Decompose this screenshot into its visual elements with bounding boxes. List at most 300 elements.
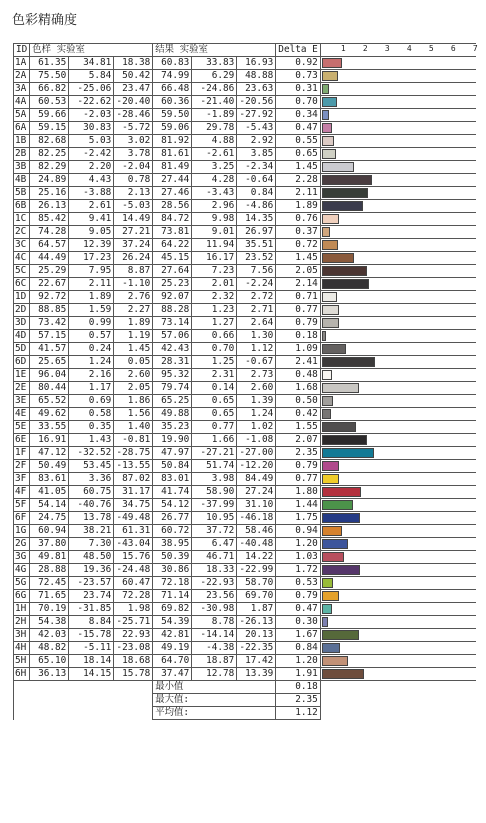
sample-lab-value: 49.81 [30,551,69,564]
patch-id: 6F [14,512,30,525]
summary-row [14,694,477,707]
result-lab-value: 31.10 [237,499,276,512]
sample-lab-value: 9.05 [69,226,114,239]
result-lab-value: 38.95 [153,538,192,551]
delta-e-bar-cell [320,512,476,525]
sample-lab-value: -49.48 [114,512,153,525]
result-lab-value: 84.49 [237,473,276,486]
delta-e-value: 0.84 [276,642,321,655]
delta-e-bar-cell [320,122,476,135]
result-lab-value: -2.24 [237,278,276,291]
delta-e-bar-cell [320,447,476,460]
delta-e-bar-cell [320,70,476,83]
sample-lab-value: 57.15 [30,330,69,343]
delta-e-bar [322,526,343,536]
sample-lab-value: 1.43 [69,434,114,447]
patch-id: 4C [14,252,30,265]
result-lab-value: 2.96 [192,200,237,213]
table-row [14,603,477,616]
result-lab-value: 23.52 [237,252,276,265]
delta-e-value: 0.47 [276,603,321,616]
delta-e-value: 0.34 [276,109,321,122]
delta-e-bar-cell [320,278,476,291]
delta-e-bar [322,318,339,328]
sample-lab-value: 14.15 [69,668,114,681]
table-row [14,460,477,473]
sample-lab-value: 82.29 [30,161,69,174]
delta-e-bar-cell [320,538,476,551]
delta-e-value: 1.68 [276,382,321,395]
result-lab-value: 23.56 [192,590,237,603]
patch-id: 6E [14,434,30,447]
sample-lab-value: 2.13 [114,187,153,200]
sample-lab-value: 0.35 [69,421,114,434]
table-row [14,512,477,525]
delta-e-value: 0.31 [276,83,321,96]
table-row [14,434,477,447]
result-lab-value: -1.08 [237,434,276,447]
delta-e-bar [322,201,364,211]
table-row [14,538,477,551]
sample-lab-value: 34.81 [69,57,114,70]
delta-e-bar-cell [320,395,476,408]
patch-id: 3F [14,473,30,486]
result-lab-value: 25.23 [153,278,192,291]
result-lab-value: 16.93 [237,57,276,70]
result-lab-value: 28.31 [153,356,192,369]
delta-e-bar-cell [320,356,476,369]
result-lab-value: 7.56 [237,265,276,278]
delta-e-value: 0.73 [276,70,321,83]
result-lab-value: 71.14 [153,590,192,603]
delta-e-bar [322,149,336,159]
result-lab-value: -27.92 [237,109,276,122]
sample-lab-value: 65.52 [30,395,69,408]
sample-lab-value: 41.57 [30,343,69,356]
delta-e-bar [322,305,339,315]
sample-lab-value: 1.17 [69,382,114,395]
patch-id: 6A [14,122,30,135]
table-row [14,499,477,512]
delta-e-bar [322,370,333,380]
result-lab-value: 0.84 [237,187,276,200]
sample-lab-value: 33.55 [30,421,69,434]
delta-e-bar [322,162,354,172]
delta-e-bar [322,240,338,250]
result-lab-value: 33.83 [192,57,237,70]
sample-lab-value: 60.75 [69,486,114,499]
sample-lab-value: 48.50 [69,551,114,564]
delta-e-bar-cell [320,473,476,486]
sample-lab-value: 71.65 [30,590,69,603]
result-lab-value: 19.90 [153,434,192,447]
header-id: ID [14,44,30,57]
result-lab-value: 9.01 [192,226,237,239]
result-lab-value: 1.12 [237,343,276,356]
result-lab-value: 2.64 [237,317,276,330]
delta-e-bar [322,110,329,120]
patch-id: 6H [14,668,30,681]
sample-lab-value: 1.89 [114,317,153,330]
sample-lab-value: 92.72 [30,291,69,304]
delta-e-bar [322,188,368,198]
sample-lab-value: 0.05 [114,356,153,369]
result-lab-value: 37.47 [153,668,192,681]
delta-e-value: 0.72 [276,239,321,252]
delta-e-bar [322,279,369,289]
sample-lab-value: -13.55 [114,460,153,473]
table-row [14,655,477,668]
result-lab-value: 72.18 [153,577,192,590]
sample-lab-value: 1.98 [114,603,153,616]
result-lab-value: 14.35 [237,213,276,226]
delta-e-bar-cell [320,252,476,265]
result-lab-value: -24.86 [192,83,237,96]
summary-row [14,681,477,694]
table-row [14,382,477,395]
sample-lab-value: 60.47 [114,577,153,590]
patch-id: 2C [14,226,30,239]
delta-e-bar-cell [320,161,476,174]
result-lab-value: 0.14 [192,382,237,395]
patch-id: 4A [14,96,30,109]
patch-id: 3H [14,629,30,642]
result-lab-value: 2.60 [237,382,276,395]
delta-e-bar [322,344,346,354]
patch-id: 1B [14,135,30,148]
sample-lab-value: 1.59 [69,304,114,317]
delta-e-value: 0.94 [276,525,321,538]
delta-e-value: 1.09 [276,343,321,356]
sample-lab-value: 14.49 [114,213,153,226]
result-lab-value: 12.78 [192,668,237,681]
delta-e-bar-cell [320,577,476,590]
result-lab-value: 48.88 [237,70,276,83]
result-lab-value: 18.87 [192,655,237,668]
summary-bar-spacer [320,681,476,694]
patch-id: 5F [14,499,30,512]
sample-lab-value: -1.10 [114,278,153,291]
patch-id: 2G [14,538,30,551]
delta-e-value: 1.55 [276,421,321,434]
result-lab-value: 81.61 [153,148,192,161]
result-lab-value: 81.92 [153,135,192,148]
result-lab-value: 29.78 [192,122,237,135]
delta-e-value: 1.91 [276,668,321,681]
table-row [14,447,477,460]
sample-lab-value: 15.76 [114,551,153,564]
sample-lab-value: 8.87 [114,265,153,278]
sample-lab-value: 64.57 [30,239,69,252]
result-lab-value: 60.83 [153,57,192,70]
sample-lab-value: 82.68 [30,135,69,148]
patch-id: 4E [14,408,30,421]
result-lab-value: 35.23 [153,421,192,434]
delta-e-bar [322,357,375,367]
result-lab-value: 17.42 [237,655,276,668]
result-lab-value: 0.70 [192,343,237,356]
delta-e-value: 2.14 [276,278,321,291]
delta-e-bar-cell [320,304,476,317]
summary-label: 最大值: [153,694,276,707]
delta-e-value: 1.45 [276,161,321,174]
delta-e-value: 2.11 [276,187,321,200]
result-lab-value: 3.98 [192,473,237,486]
delta-e-bar [322,461,339,471]
table-row [14,200,477,213]
delta-e-bar [322,643,340,653]
result-lab-value: -27.00 [237,447,276,460]
patch-id: 1F [14,447,30,460]
result-lab-value: 27.44 [153,174,192,187]
summary-spacer [14,694,153,707]
sample-lab-value: 70.19 [30,603,69,616]
sample-lab-value: 82.25 [30,148,69,161]
result-lab-value: 46.71 [192,551,237,564]
sample-lab-value: 72.45 [30,577,69,590]
sample-lab-value: -28.46 [114,109,153,122]
result-lab-value: 54.12 [153,499,192,512]
result-lab-value: 64.22 [153,239,192,252]
result-lab-value: 59.06 [153,122,192,135]
delta-e-bar [322,617,329,627]
scale-tick: 1 [340,44,346,53]
result-lab-value: -46.18 [237,512,276,525]
patch-id: 3G [14,551,30,564]
delta-e-bar-cell [320,109,476,122]
table-row [14,252,477,265]
result-lab-value: -22.93 [192,577,237,590]
sample-lab-value: 42.03 [30,629,69,642]
sample-lab-value: 2.11 [69,278,114,291]
sample-lab-value: 25.16 [30,187,69,200]
delta-e-value: 2.07 [276,434,321,447]
table-row [14,473,477,486]
result-lab-value: -37.99 [192,499,237,512]
result-lab-value: -3.43 [192,187,237,200]
sample-lab-value: 22.93 [114,629,153,642]
sample-lab-value: -5.72 [114,122,153,135]
sample-lab-value: 44.49 [30,252,69,265]
sample-lab-value: 0.69 [69,395,114,408]
sample-lab-value: -3.88 [69,187,114,200]
patch-id: 1H [14,603,30,616]
sample-lab-value: 7.30 [69,538,114,551]
delta-e-bar-cell [320,57,476,70]
delta-e-bar-cell [320,629,476,642]
result-lab-value: 50.39 [153,551,192,564]
sample-lab-value: 18.14 [69,655,114,668]
result-lab-value: 3.25 [192,161,237,174]
result-lab-value: 2.72 [237,291,276,304]
result-lab-value: 42.81 [153,629,192,642]
table-row [14,525,477,538]
sample-lab-value: -31.85 [69,603,114,616]
patch-id: 5A [14,109,30,122]
delta-e-bar-cell [320,551,476,564]
delta-e-value: 0.71 [276,291,321,304]
result-lab-value: 27.24 [237,486,276,499]
result-lab-value: -2.61 [192,148,237,161]
delta-e-value: 2.05 [276,265,321,278]
result-lab-value: 8.78 [192,616,237,629]
delta-e-bar [322,656,348,666]
delta-e-bar-cell [320,655,476,668]
sample-lab-value: 2.61 [69,200,114,213]
result-lab-value: 27.46 [153,187,192,200]
patch-id: 5E [14,421,30,434]
table-row [14,642,477,655]
table-row [14,57,477,70]
delta-e-bar-cell [320,96,476,109]
sample-lab-value: 15.78 [114,668,153,681]
sample-lab-value: 48.82 [30,642,69,655]
table-row [14,174,477,187]
sample-lab-value: 37.80 [30,538,69,551]
delta-e-bar [322,539,348,549]
delta-e-value: 1.80 [276,486,321,499]
result-lab-value: 6.29 [192,70,237,83]
delta-e-bar-cell [320,486,476,499]
result-lab-value: 54.39 [153,616,192,629]
delta-e-value: 0.65 [276,148,321,161]
page-title: 色彩精确度 [12,13,78,28]
patch-id: 6D [14,356,30,369]
sample-lab-value: 50.42 [114,70,153,83]
table-row [14,343,477,356]
delta-e-bar-cell [320,265,476,278]
sample-lab-value: 2.16 [69,369,114,382]
delta-e-bar-cell [320,343,476,356]
sample-lab-value: 38.21 [69,525,114,538]
summary-bar-spacer [320,707,476,720]
patch-id: 5G [14,577,30,590]
result-lab-value: 42.43 [153,343,192,356]
sample-lab-value: 53.45 [69,460,114,473]
patch-id: 3A [14,83,30,96]
delta-e-bar-cell [320,330,476,343]
result-lab-value: 23.63 [237,83,276,96]
table-row [14,265,477,278]
scale-tick: 4 [406,44,412,53]
patch-id: 3E [14,395,30,408]
patch-id: 2B [14,148,30,161]
delta-e-bar [322,84,329,94]
delta-e-value: 0.42 [276,408,321,421]
table-header-row [14,44,477,57]
delta-e-value: 0.79 [276,460,321,473]
delta-e-bar-cell [320,317,476,330]
patch-id: 6B [14,200,30,213]
delta-e-bar [322,58,342,68]
sample-lab-value: 23.47 [114,83,153,96]
delta-e-bar [322,565,360,575]
result-lab-value: -20.56 [237,96,276,109]
result-lab-value: 73.14 [153,317,192,330]
sample-lab-value: -2.03 [69,109,114,122]
delta-e-bar-cell [320,460,476,473]
delta-e-value: 0.18 [276,330,321,343]
patch-id: 2A [14,70,30,83]
result-lab-value: 79.74 [153,382,192,395]
sample-lab-value: 27.21 [114,226,153,239]
sample-lab-value: -2.04 [114,161,153,174]
result-lab-value: 59.50 [153,109,192,122]
result-lab-value: 18.33 [192,564,237,577]
sample-lab-value: 2.27 [114,304,153,317]
table-row [14,291,477,304]
result-lab-value: -27.21 [192,447,237,460]
sample-lab-value: 3.36 [69,473,114,486]
delta-e-value: 1.89 [276,200,321,213]
result-lab-value: 37.72 [192,525,237,538]
table-row [14,226,477,239]
result-lab-value: 83.01 [153,473,192,486]
delta-e-value: 0.76 [276,213,321,226]
result-lab-value: 66.48 [153,83,192,96]
sample-lab-value: 73.42 [30,317,69,330]
delta-e-bar [322,630,359,640]
result-lab-value: 1.39 [237,395,276,408]
sample-lab-value: -24.48 [114,564,153,577]
result-lab-value: 26.97 [237,226,276,239]
delta-e-value: 0.77 [276,304,321,317]
result-lab-value: 88.28 [153,304,192,317]
table-row [14,330,477,343]
delta-e-bar [322,422,356,432]
sample-lab-value: 0.57 [69,330,114,343]
scale-tick: 6 [450,44,456,53]
sample-lab-value: 2.60 [114,369,153,382]
delta-e-bar [322,487,362,497]
result-lab-value: 92.07 [153,291,192,304]
result-lab-value: 14.22 [237,551,276,564]
table-row [14,317,477,330]
table-row [14,239,477,252]
color-accuracy-table [13,43,476,720]
table-row [14,564,477,577]
patch-id: 1C [14,213,30,226]
sample-lab-value: -15.78 [69,629,114,642]
sample-lab-value: 24.75 [30,512,69,525]
delta-e-value: 0.77 [276,473,321,486]
delta-e-value: 0.70 [276,96,321,109]
sample-lab-value: 96.04 [30,369,69,382]
table-row [14,408,477,421]
result-lab-value: 74.99 [153,70,192,83]
summary-label: 最小值 [153,681,276,694]
delta-e-scale [320,44,476,57]
result-lab-value: 64.70 [153,655,192,668]
result-lab-value: 16.17 [192,252,237,265]
sample-lab-value: 5.03 [69,135,114,148]
delta-e-bar-cell [320,200,476,213]
result-lab-value: 1.02 [237,421,276,434]
sample-lab-value: 0.58 [69,408,114,421]
result-lab-value: -5.43 [237,122,276,135]
sample-lab-value: 12.39 [69,239,114,252]
patch-id: 3D [14,317,30,330]
sample-lab-value: 75.50 [30,70,69,83]
sample-lab-value: -25.71 [114,616,153,629]
result-lab-value: 1.30 [237,330,276,343]
delta-e-bar [322,396,333,406]
summary-value: 0.18 [276,681,321,694]
table-row [14,395,477,408]
delta-e-bar [322,669,364,679]
delta-e-value: 1.45 [276,252,321,265]
sample-lab-value: 7.95 [69,265,114,278]
